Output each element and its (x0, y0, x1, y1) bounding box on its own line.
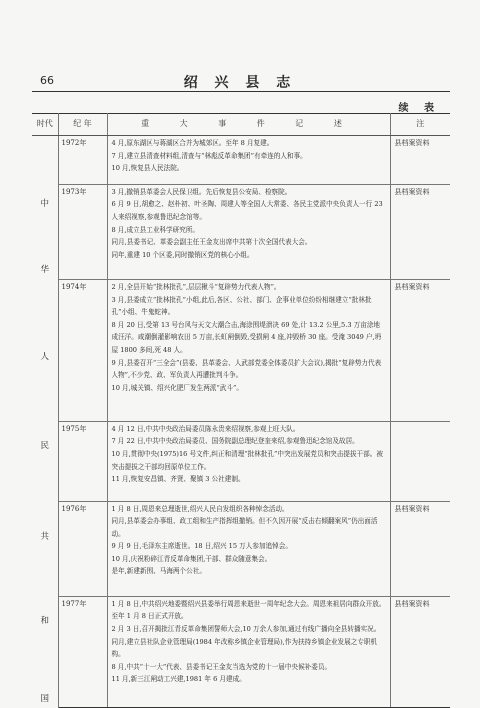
era-char: 中 (40, 199, 49, 209)
events-cell (107, 596, 390, 707)
event-text: 8 月 20 日,受第 13 号台风与天文大潮合击,海涂围堤溃决 69 处,计 13.2 公里,5.3 万亩涂地成汪洋。咸潮倒灌影响农田 5 万亩,长虹闸倒毁,受损闸 4 座,冲毁桥 30 座。受淹 3049 户,坍屋 1800 多间,死 48 人。 (111, 320, 382, 355)
events-cell (107, 501, 390, 596)
event-text: 8 月,成立县工业科学研究所。 (111, 225, 200, 234)
event-text: 7 月 22 日,中共中央政治局委员、国务院副总理纪登奎来绍,参观鲁迅纪念馆及故居。 (111, 437, 359, 446)
year-cell: 1975年 (58, 421, 107, 501)
event-text: 4 月,原东湖区与蒋湖区合并为城郊区。至年 8 月复建。 (111, 139, 274, 147)
header-events: 重 大 事 件 记 述 (107, 114, 390, 136)
event-text: 11 月,恢复安昌镇、齐贤、聚镇 3 公社建制。 (111, 475, 245, 484)
header-rule (32, 91, 450, 92)
era-char: 华 (40, 265, 49, 275)
event-text: 7 月,建立县清查材料组,清查与“林彪反革命集团”有牵连的人和事。 (111, 151, 307, 160)
event-text: 同月,县委书记、革委会副主任王金友出席中共第十次全国代表大会。 (111, 238, 312, 247)
header-note: 注 (390, 114, 450, 136)
era-char: 共 (40, 532, 49, 542)
era-char: 国 (40, 694, 49, 704)
event-text: 10 月,城关镇、绍兴化肥厂发生两派“武斗”。 (111, 383, 243, 392)
note-cell: 县档案资料 (390, 501, 450, 596)
note-cell (390, 421, 450, 501)
year-cell: 1974年 (58, 280, 107, 422)
event-text: 10 月,贯彻中央(1975)16 号文件,纠正和清理“批林批孔”中突出发展党员和突击提拔干部。被突击提拔之干部均回原单位工作。 (111, 449, 383, 471)
event-text: 3 月,撤销县革委会人民保卫组。先后恢复县公安局、检察院。 (111, 187, 292, 196)
year-cell: 1973年 (58, 184, 107, 279)
header-era: 时代 (32, 114, 58, 136)
note-cell: 县档案资料 (394, 139, 430, 147)
note-cell: 县档案资料 (390, 596, 450, 707)
note-cell: 县档案资料 (390, 280, 450, 422)
events-cell (107, 421, 390, 501)
table-row (32, 596, 450, 707)
event-text: 1 月 8 日,中共绍兴地委暨绍兴县委举行周恩来逝世一周年纪念大会。周恩来祖居向群众开放。至年 1 月 8 日正式开放。 (111, 599, 386, 621)
era-char: 民 (40, 441, 49, 451)
event-text: 9 月 9 日,毛泽东主席逝世。18 日,绍兴 15 万人参加追悼会。 (111, 542, 292, 551)
event-text: 9 月,县委召开“三全会”(县委、县革委会、人武部党委全体委员扩大会议),揭批“复辟势力代表人物”,不少党、政、军负责人再遭批判斗争。 (111, 358, 382, 380)
table-row (32, 501, 450, 596)
era-char: 人 (40, 352, 49, 362)
event-text: 3 月,县委成立“批林批孔”小组,此后,各区、公社、部门、企事业单位纷纷相继建立“批林批孔”小组、牛鬼蛇神。 (111, 295, 372, 317)
event-text: 8 月,中共“十一大”代表、县委书记王金友当选为党的十一届中央候补委员。 (111, 662, 332, 671)
note-cell: 县档案资料 (390, 184, 450, 279)
book-title: 绍 兴 县 志 (183, 75, 297, 91)
event-text: 11 月,新三江闸动工兴建,1981 年 6 月建成。 (111, 675, 246, 684)
events-cell (107, 280, 390, 422)
event-text: 6 月 9 日,胡愈之、赵朴初、叶圣陶、周建人等全国人大常委、各民主党派中央负责人一行 23 人来绍视察,参观鲁迅纪念馆等。 (111, 200, 383, 222)
table-row (32, 184, 450, 279)
event-text: 10 月,庆祝粉碎江青反革命集团,干部、群众随意集会。 (111, 554, 272, 563)
event-text: 4 月 12 日,中共中央政治局委员陈永贵来绍视察,参观上旺大队。 (111, 424, 300, 433)
event-text: 1 月 8 日,周恩来总理逝世,绍兴人民自发组织各种悼念活动。 (111, 504, 289, 513)
header-year: 纪 年 (58, 114, 107, 136)
event-text: 2 月,全县开始“批林批孔”,层层揪斗“复辟势力代表人物”。 (111, 283, 281, 292)
era-cell (32, 136, 58, 708)
event-text: 同月,县革委会办事组、政工组和生产指挥组撤销。但不久因开展“反击右倾翻案风”仍出面活动。 (111, 517, 378, 538)
year-cell: 1977年 (58, 596, 107, 707)
table-row (32, 280, 450, 422)
table-row (32, 421, 450, 501)
page-number: 66 (40, 74, 54, 87)
table-header-row (32, 114, 450, 136)
events-cell (107, 184, 390, 279)
event-text: 是年,新建新围、马海两个公社。 (111, 567, 206, 576)
events-cell (107, 136, 390, 185)
chronology-table (32, 113, 450, 708)
event-text: 同月,建立县社队企业管理局(1984 年改称乡镇企业管理局),作为扶持乡镇企业发展之专职机构。 (111, 637, 378, 659)
year-cell: 1972年 (58, 136, 107, 185)
era-char: 和 (40, 616, 49, 626)
year-cell: 1976年 (58, 501, 107, 596)
table-row (32, 136, 450, 185)
continued-label: 续 表 (398, 103, 440, 114)
event-text: 10 月,恢复县人民法院。 (111, 164, 184, 173)
event-text: 2 月 3 日,召开揭批江青反革命集团誓师大会,10 万余人参加,通过有线广播向全县转播实况。 (111, 624, 381, 633)
event-text: 同年,重建 10 个区委,同时撤销区党的核心小组。 (111, 250, 254, 259)
